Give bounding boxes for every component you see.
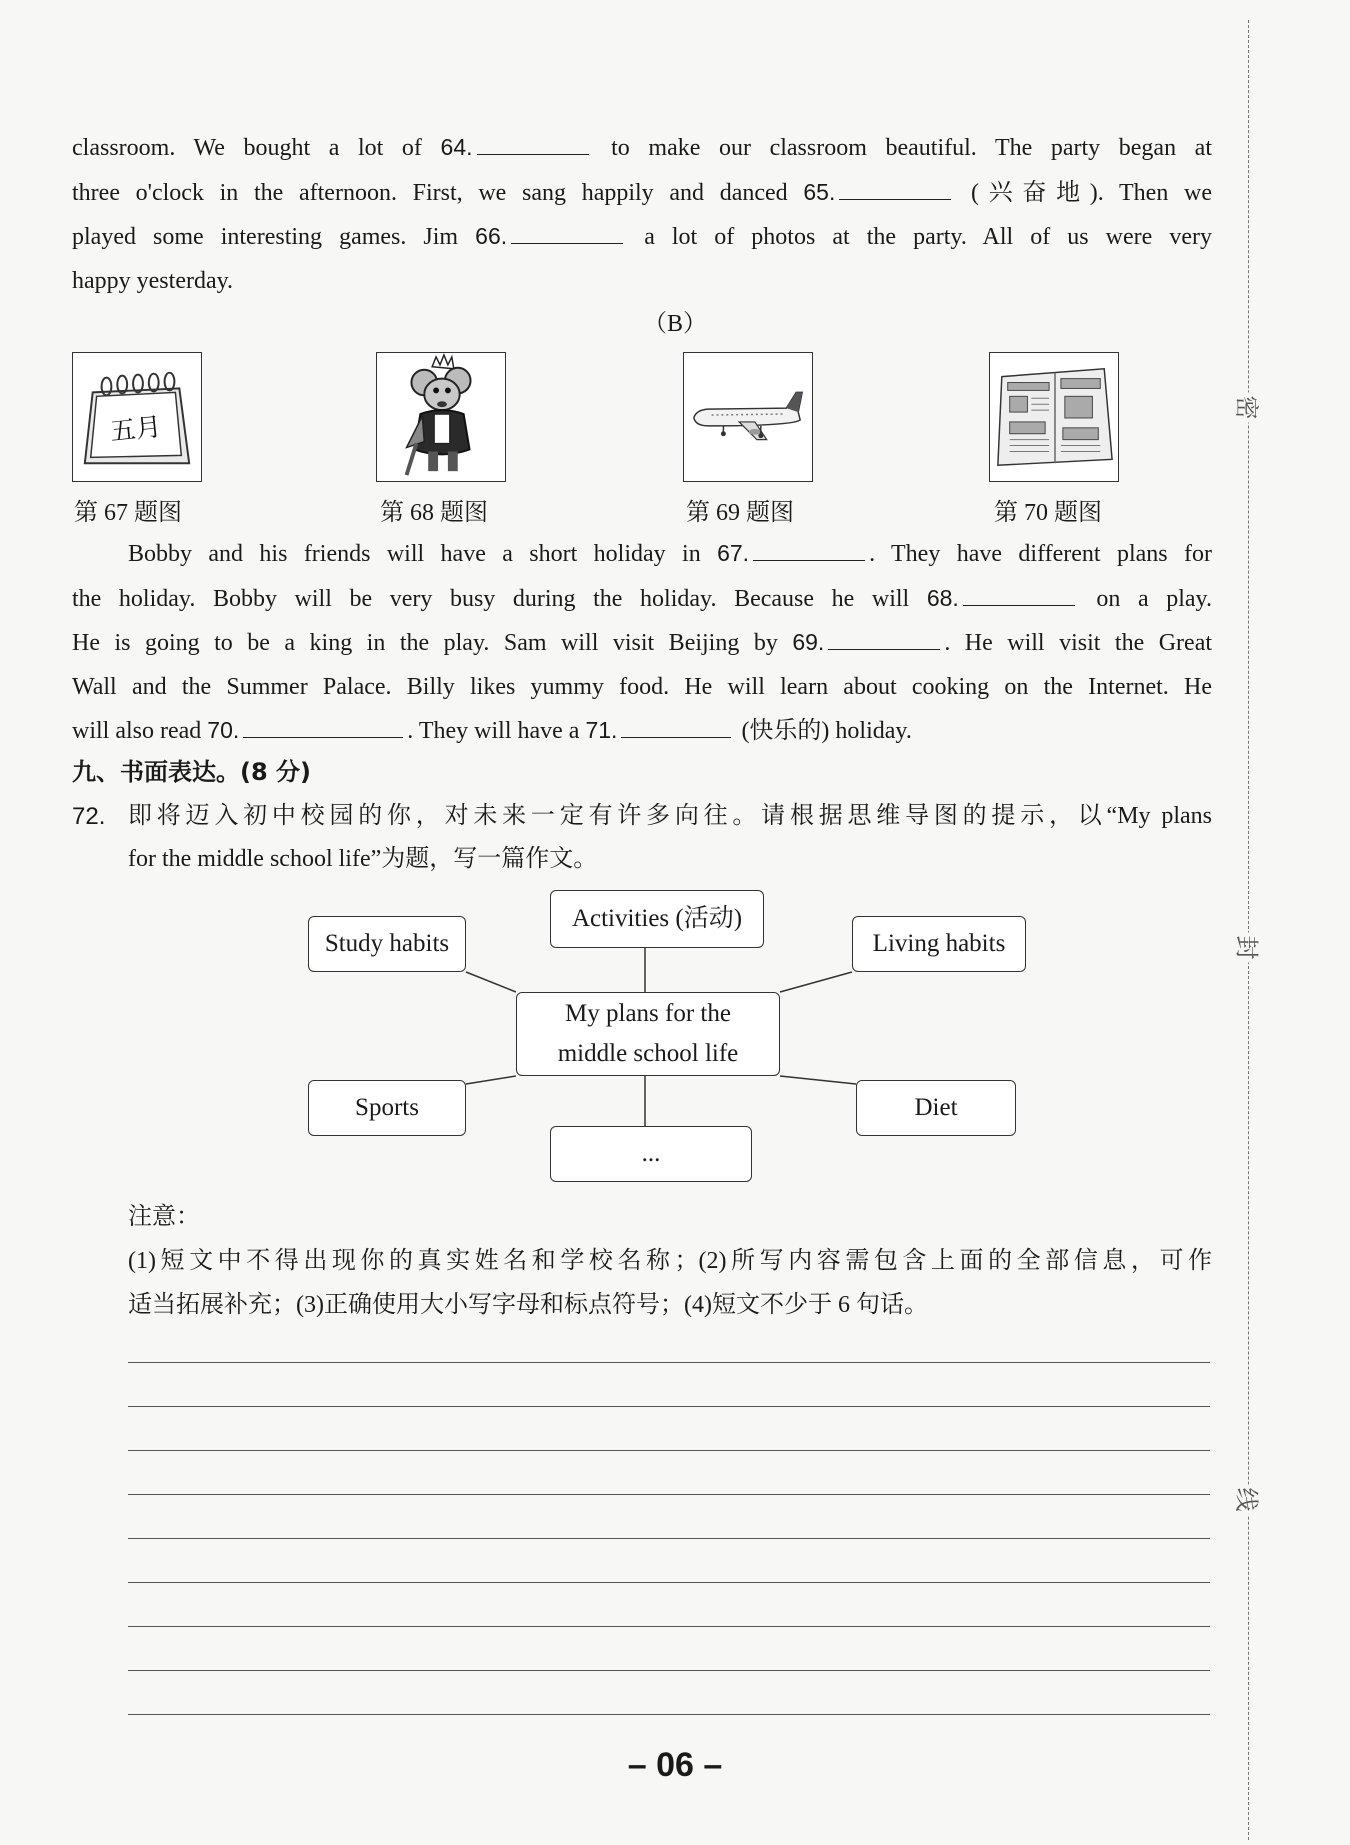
answer-blank-66[interactable] (511, 219, 623, 244)
answer-blank-67[interactable] (753, 536, 865, 561)
writing-line[interactable] (128, 1626, 1210, 1627)
node-more: ... (550, 1126, 752, 1182)
section-9-heading: 九、书面表达。(8 分) (72, 758, 311, 786)
answer-blank-69[interactable] (828, 625, 940, 650)
answer-blank-64[interactable] (477, 130, 589, 155)
blank-number-64: 64. (440, 134, 473, 160)
notes-line-1: (1)短文中不得出现你的真实姓名和学校名称；(2)所写内容需包含上面的全部信息，可作 (128, 1248, 1212, 1274)
caption-68: 第 68 题图 (380, 500, 488, 526)
writing-line[interactable] (128, 1450, 1210, 1451)
question-number: 72. (72, 803, 106, 830)
newspaper-icon (990, 353, 1118, 481)
passage-a-line-2: three o'clock in the afternoon. First, we sang happily and danced 65. (兴奋地). Then we (72, 171, 1212, 216)
caption-67: 第 67 题图 (74, 500, 182, 526)
writing-line[interactable] (128, 1582, 1210, 1583)
picture-68 (376, 352, 506, 482)
mind-map-center (516, 992, 780, 1076)
node-living-habits: Living habits (852, 916, 1026, 972)
binding-char-feng: 封 (1232, 933, 1267, 963)
question-72-line-1: 即将迈入初中校园的你，对未来一定有许多向往。请根据思维导图的提示，以“My plans (128, 803, 1212, 829)
blank-number-66: 66. (475, 223, 508, 249)
passage-b-line-4: Wall and the Summer Palace. Billy likes yummy food. He will learn about cooking on the Internet. He (72, 673, 1212, 700)
picture-69 (683, 352, 813, 482)
blank-number-68: 68. (926, 584, 959, 611)
node-activities: Activities (活动) (550, 890, 764, 948)
answer-blank-68[interactable] (963, 581, 1075, 606)
caption-69: 第 69 题图 (686, 500, 794, 526)
writing-line[interactable] (128, 1406, 1210, 1407)
passage-a (72, 126, 1212, 303)
node-diet: Diet (856, 1080, 1016, 1136)
picture-70 (989, 352, 1119, 482)
answer-blank-65[interactable] (839, 175, 951, 200)
notes-title: 注意： (128, 1204, 200, 1230)
section-b-heading: （B） (642, 311, 707, 337)
notes (128, 1195, 1212, 1327)
writing-line[interactable] (128, 1538, 1210, 1539)
writing-line[interactable] (128, 1714, 1210, 1715)
passage-b-line-5: will also read 70. . They will have a 71. (快乐的) holiday. (72, 709, 1212, 754)
notes-line-2: 适当拓展补充；(3)正确使用大小写字母和标点符号；(4)短文不少于 6 句话。 (128, 1292, 928, 1318)
mind-map (0, 880, 1350, 1190)
node-sports: Sports (308, 1080, 466, 1136)
passage-b-line-3: He is going to be a king in the play. Sam will visit Beijing by 69. . He will visit the Great (72, 621, 1212, 666)
question-72 (72, 795, 1212, 881)
blank-number-67: 67. (717, 540, 750, 566)
writing-line[interactable] (128, 1494, 1210, 1495)
answer-blank-70[interactable] (243, 713, 403, 738)
binding-dashed-line (1248, 20, 1249, 1840)
node-study-habits: Study habits (308, 916, 466, 972)
calendar-month-text: 五月 (108, 412, 163, 448)
caption-70: 第 70 题图 (994, 500, 1102, 526)
binding-char-mi: 密 (1232, 393, 1267, 423)
center-line-1: My plans for the (565, 1000, 731, 1027)
airplane-icon (684, 353, 812, 481)
page-number: – 06 – (627, 1746, 723, 1784)
blank-number-71: 71. (585, 717, 618, 743)
passage-a-line-3: played some interesting games. Jim 66. a lot of photos at the party. All of us were very (72, 215, 1212, 260)
blank-number-69: 69. (792, 629, 825, 655)
writing-line[interactable] (128, 1670, 1210, 1671)
answer-blank-71[interactable] (621, 713, 731, 738)
binding-char-xian: 线 (1232, 1485, 1267, 1515)
mouse-king-icon (377, 353, 505, 481)
writing-line[interactable] (128, 1362, 1210, 1363)
passage-b (72, 532, 1212, 754)
picture-67 (72, 352, 202, 482)
question-72-line-2: for the middle school life”为题，写一篇作文。 (128, 846, 598, 872)
calendar-icon (73, 353, 201, 481)
passage-b-line-2: the holiday. Bobby will be very busy during the holiday. Because he will 68. on a play. (72, 577, 1212, 622)
passage-b-line-1: Bobby and his friends will have a short holiday in 67. . They have different plans for (72, 532, 1212, 577)
center-line-2: middle school life (557, 1040, 739, 1067)
passage-a-line-1: classroom. We bought a lot of 64. to make our classroom beautiful. The party began at (72, 126, 1212, 171)
blank-number-70: 70. (207, 717, 240, 743)
blank-number-65: 65. (803, 178, 836, 205)
passage-a-line-4: happy yesterday. (72, 267, 234, 294)
